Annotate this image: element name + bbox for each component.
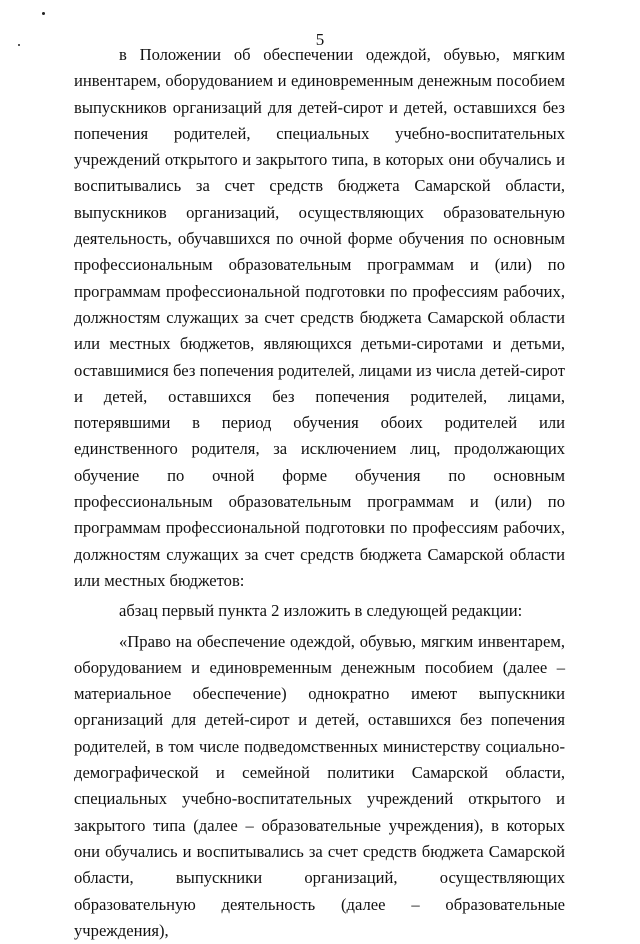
scan-speck bbox=[42, 12, 45, 15]
paragraph-regulation-title: в Положении об обеспечении одеждой, обувью, мягким инвентарем, оборудованием и единовременным денежным пособием выпускников организаций для детей-сирот и детей, оставшихся без попечения родителей, специальных учебно-воспитательных учреждений открытого и закрытого типа, в которых они обучались и воспитывались за счет средств бюджета Самарской области, выпускников организаций, осуществляющих образовательную деятельность, обучавшихся по очной форме обучения по основным профессиональным образовательным программам и (или) по программам профессиональной подготовки по профессиям рабочих, должностям служащих за счет средств бюджета Самарской области или местных бюджетов, являющихся детьми-сиротами и детьми, оставшимися без попечения родителей, лицами из числа детей-сирот и детей, оставшихся без попечения родителей, лицами, потерявшими в период обучения обоих родителей или единственного родителя, за исключением лиц, продолжающих обучение по очной форме обучения по основным профессиональным образовательным программам и (или) по программам профессиональной подготовки по профессиям рабочих, должностям служащих за счет средств бюджета Самарской области или местных бюджетов: bbox=[74, 45, 565, 590]
document-body bbox=[74, 42, 565, 944]
paragraph-amendment-instruction: абзац первый пункта 2 изложить в следующей редакции: bbox=[119, 601, 523, 621]
page-number: 5 bbox=[315, 30, 325, 49]
paragraph-new-wording: «Право на обеспечение одеждой, обувью, мягким инвентарем, оборудованием и единовременным денежным пособием (далее – материальное обеспечение) однократно имеют выпускники организаций для детей-сирот и детей, оставшихся без попечения родителей, в том числе подведомственных министерству социально-демографической и семейной политики Самарской области, специальных учебно-воспитательных учреждений открытого и закрытого типа (далее – образовательные учреждения), в которых они обучались и воспитывались за счет средств бюджета Самарской области, выпускники организаций, осуществляющих образовательную деятельность (далее – образовательные учреждения), bbox=[74, 631, 565, 940]
